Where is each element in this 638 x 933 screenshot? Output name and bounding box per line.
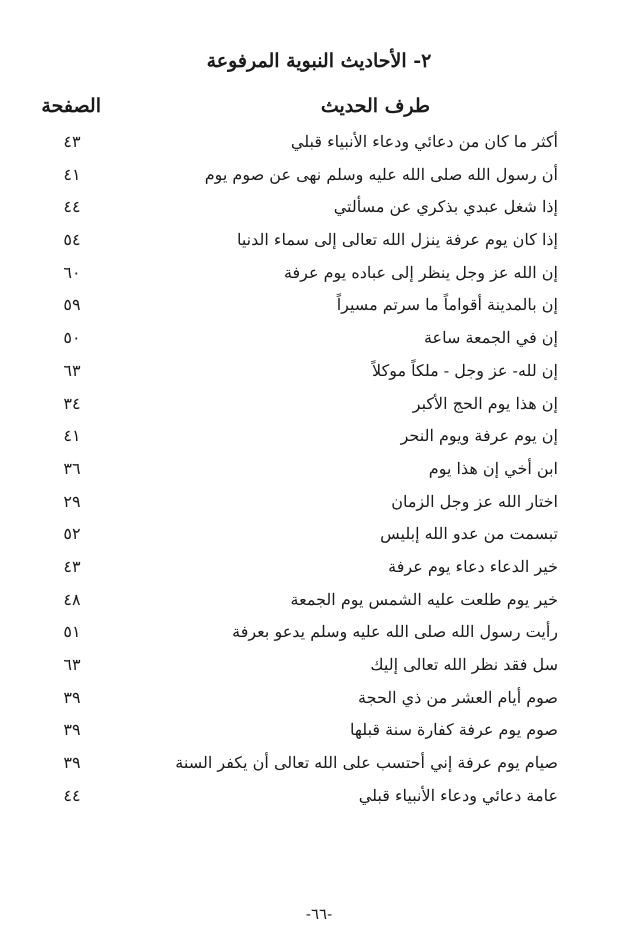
page-reference: ٤٣: [63, 132, 81, 151]
column-header-hadith: طرف الحديث: [320, 95, 430, 117]
hadith-text: سل فقد نظر الله تعالى إليك: [370, 655, 558, 674]
index-row: [0, 390, 638, 423]
index-row: [0, 455, 638, 488]
index-row: [0, 488, 638, 521]
page-reference: ٥٠: [63, 328, 81, 348]
hadith-text: خير الدعاء دعاء يوم عرفة: [388, 556, 558, 576]
hadith-text: رأيت رسول الله صلى الله عليه وسلم يدعو بعرفة: [232, 622, 558, 642]
column-header-page: الصفحة: [41, 95, 101, 117]
hadith-text: إن بالمدينة أقواماً ما سرتم مسيراً: [336, 295, 558, 315]
index-row: [0, 684, 638, 717]
page-reference: ٣٩: [63, 753, 81, 773]
index-row: [0, 749, 638, 782]
page-number: -٦٦-: [305, 905, 333, 923]
index-list: [0, 128, 638, 814]
index-row: [0, 716, 638, 749]
hadith-text: إن يوم عرفة ويوم النحر: [400, 426, 558, 446]
index-row: [0, 618, 638, 651]
page-reference: ٣٤: [63, 393, 81, 413]
page-reference: ٢٩: [63, 491, 81, 511]
page-reference: ٤١: [63, 426, 81, 446]
index-row: [0, 161, 638, 194]
page-reference: ٥٩: [63, 295, 81, 315]
index-row: [0, 422, 638, 455]
hadith-text: عامة دعائي ودعاء الأنبياء قبلي: [358, 785, 558, 805]
index-row: [0, 259, 638, 292]
page-reference: ٦٣: [63, 655, 81, 674]
index-row: [0, 651, 638, 684]
page-reference: ٥٤: [63, 230, 81, 250]
hadith-text: اختار الله عز وجل الزمان: [391, 491, 558, 511]
hadith-text: إذا شغل عبدي بذكري عن مسألتي: [333, 197, 558, 217]
page-reference: ٤٨: [63, 589, 81, 609]
hadith-text: إذا كان يوم عرفة ينزل الله تعالى إلى سماء الدنيا: [236, 230, 558, 250]
page-reference: ٤٤: [63, 197, 81, 217]
page-reference: ٤٤: [63, 785, 81, 805]
index-row: [0, 357, 638, 390]
hadith-text: إن في الجمعة ساعة: [423, 328, 558, 348]
page-reference: ٣٩: [63, 720, 81, 740]
page-reference: ٣٩: [63, 687, 81, 707]
index-row: [0, 128, 638, 161]
hadith-text: أكثر ما كان من دعائي ودعاء الأنبياء قبلي: [290, 132, 558, 151]
index-row: [0, 291, 638, 324]
index-row: [0, 520, 638, 553]
hadith-text: ابن أخي إن هذا يوم: [428, 458, 558, 478]
hadith-text: صوم يوم عرفة كفارة سنة قبلها: [350, 720, 558, 740]
hadith-text: صيام يوم عرفة إني أحتسب على الله تعالى أن يكفر السنة: [175, 753, 558, 773]
hadith-text: خير يوم طلعت عليه الشمس يوم الجمعة: [290, 589, 558, 609]
page-reference: ٣٦: [63, 458, 81, 478]
hadith-text: صوم أيام العشر من ذي الحجة: [358, 687, 558, 707]
page-reference: ٦٠: [63, 262, 81, 282]
hadith-text: إن هذا يوم الحج الأكبر: [412, 393, 558, 413]
index-row: [0, 782, 638, 815]
index-row: [0, 553, 638, 586]
page-reference: ٥٢: [63, 524, 81, 544]
hadith-text: تبسمت من عدو الله إبليس: [380, 524, 558, 544]
page-reference: ٤١: [63, 164, 81, 184]
page-reference: ٦٣: [63, 360, 81, 380]
section-title: ٢- الأحاديث النبوية المرفوعة: [206, 50, 432, 72]
index-row: [0, 193, 638, 226]
page-reference: ٤٣: [63, 556, 81, 576]
index-row: [0, 226, 638, 259]
hadith-text: إن الله عز وجل ينظر إلى عباده يوم عرفة: [283, 262, 558, 282]
index-row: [0, 586, 638, 619]
hadith-text: أن رسول الله صلى الله عليه وسلم نهى عن صوم يوم: [204, 164, 558, 184]
hadith-text: إن لله- عز وجل - ملكاً موكلاً: [372, 360, 558, 380]
index-row: [0, 324, 638, 357]
page-reference: ٥١: [63, 622, 81, 642]
